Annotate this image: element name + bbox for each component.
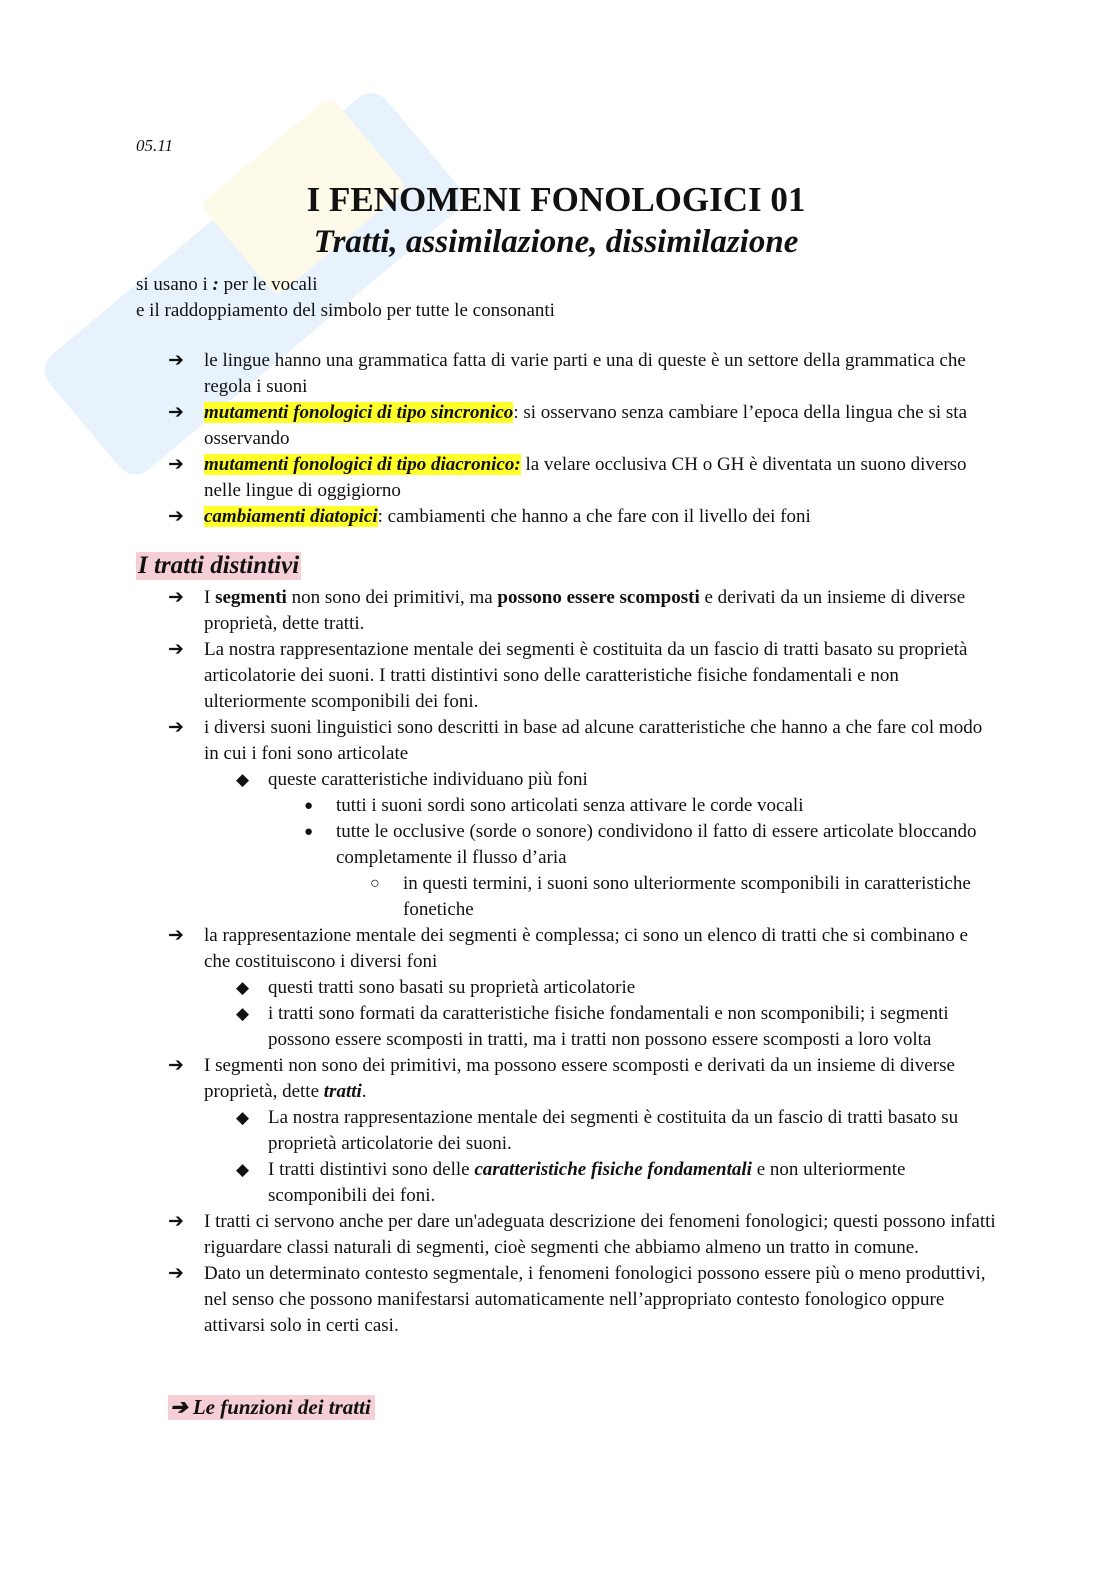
page-subtitle: Tratti, assimilazione, dissimilazione [313,224,799,260]
section-list [136,585,996,1339]
intro-list [136,348,996,530]
arrow-icon: ➔ [168,1263,184,1284]
arrow-icon: ➔ [168,587,184,608]
page-title: I FENOMENI FONOLOGICI 01 [306,180,806,219]
list-item: ◆ queste caratteristiche individuano più foni [136,767,996,793]
arrow-icon: ➔ [168,925,184,946]
diamond-icon: ◆ [236,978,250,997]
list-item: ● tutte le occlusive (sorde o sonore) condividono il fatto di essere articolate bloccando completamente il flusso d’aria [304,821,977,868]
list-item: ○ in questi termini, i suoni sono ulteriormente scomponibili in caratteristiche fonetiche [370,873,971,920]
list-item: ➔ cambiamenti diatopici: cambiamenti che hanno a che fare con il livello dei foni [136,504,996,530]
list-item: ◆ i tratti sono formati da caratteristiche fisiche fondamentali e non scomponibili; i segmenti possono essere scomposti in tratti, ma i tratti non possono essere scomposti a loro volta [236,1003,949,1050]
list-item: ➔ la rappresentazione mentale dei segmenti è complessa; ci sono un elenco di tratti che si combinano e che costituiscono i diversi foni [168,925,968,972]
diamond-icon: ◆ [236,1160,250,1179]
list-item: ➔ mutamenti fonologici di tipo sincronico: si osservano senza cambiare l’epoca della lingua che si sta osservando [168,402,968,449]
date-label: 05.11 [136,136,173,155]
list-item: ➔ mutamenti fonologici di tipo diacronico: la velare occlusiva CH o GH è diventata un suono diverso nelle lingue di oggigiorno [168,454,967,501]
arrow-icon: ➔ [168,1055,184,1076]
list-item: ➔ le lingue hanno una grammatica fatta di varie parti e una di queste è un settore della grammatica che regola i suoni [168,350,966,397]
circle-icon: ○ [370,875,380,892]
sub-section-title: ➔ Le funzioni dei tratti [168,1395,375,1420]
arrow-icon: ➔ [168,1211,184,1232]
intro-line-1: si usano i : per le vocali [136,274,318,295]
arrow-icon: ➔ [168,639,184,660]
list-item: ◆ La nostra rappresentazione mentale dei segmenti è costituita da un fascio di tratti basato su proprietà articolatorie dei suoni. [236,1107,959,1154]
diamond-icon: ◆ [236,1004,250,1023]
list-item: ◆ questi tratti sono basati su proprietà articolatorie [136,975,996,1001]
list-item: ➔ I tratti ci servono anche per dare un'adeguata descrizione dei fenomeni fonologici; questi possono infatti riguardare classi naturali di segmenti, cioè segmenti che abbiamo almeno un tratto in comune. [168,1211,996,1258]
list-item: ● tutti i suoni sordi sono articolati senza attivare le corde vocali [136,793,996,819]
intro-line-2: e il raddoppiamento del simbolo per tutte le consonanti [136,300,555,321]
bullet-icon: ● [304,798,314,814]
list-item: ➔ I segmenti non sono dei primitivi, ma possono essere scomposti e derivati da un insieme di diverse proprietà, dette tratti. [168,1055,955,1102]
arrow-icon: ➔ [168,454,184,475]
arrow-icon: ➔ [170,1395,188,1419]
arrow-icon: ➔ [168,717,184,738]
list-item: ◆ I tratti distintivi sono delle caratteristiche fisiche fondamentali e non ulteriormente scomponibili dei foni. [236,1159,906,1206]
list-item: ➔ i diversi suoni linguistici sono descritti in base ad alcune caratteristiche che hanno a che fare col modo in cui i foni sono articolate [168,717,983,764]
list-item: ➔ La nostra rappresentazione mentale dei segmenti è costituita da un fascio di tratti basato su proprietà articolatorie dei suoni. I tratti distintivi sono delle caratteristiche fisiche fondamentali e non ulteriormente scomponibili dei foni. [168,639,968,712]
arrow-icon: ➔ [168,506,184,527]
section-title: I tratti distintivi [138,552,300,579]
diamond-icon: ◆ [236,1108,250,1127]
arrow-icon: ➔ [168,402,184,423]
diamond-icon: ◆ [236,770,250,789]
list-item: ➔ Dato un determinato contesto segmentale, i fenomeni fonologici possono essere più o meno produttivi, nel senso che possono manifestarsi automaticamente nell’appropriato contesto fonologico oppure attivarsi solo in certi casi. [168,1263,986,1336]
list-item: ➔ I segmenti non sono dei primitivi, ma possono essere scomposti e derivati da un insieme di diverse proprietà, dette tratti. [168,587,966,634]
intro-text [136,272,555,324]
bullet-icon: ● [304,824,314,840]
arrow-icon: ➔ [168,350,184,371]
